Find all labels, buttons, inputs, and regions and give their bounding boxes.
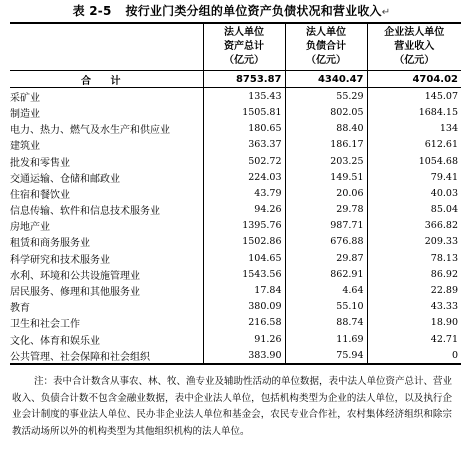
assets-cell: 104.65 — [203, 250, 285, 266]
assets-cell: 363.37 — [203, 137, 285, 153]
industry-cell: 电力、热力、燃气及水生产和供应业 — [10, 125, 170, 137]
revenue-cell: 79.41 — [367, 169, 461, 185]
assets-cell: 135.43 — [203, 88, 285, 105]
revenue-cell: 145.07 — [367, 88, 461, 105]
header-liabilities: 法人单位 负债合计 （亿元） — [285, 23, 367, 71]
liabilities-cell: 203.25 — [285, 153, 367, 169]
assets-cell: 180.65 — [203, 121, 285, 137]
liabilities-cell: 55.29 — [285, 88, 367, 105]
assets-cell: 1502.86 — [203, 234, 285, 250]
table-note: 注：表中合计数含从事农、林、牧、渔专业及辅助性活动的单位数据，表中法人单位资产总计、营业收入、负债合计数不包含金融业数据，表中企业法人单位，包括机构类型为企业的法人单位，以及执行企业会计制度的事业法人单位、民办非企业法人单位和基金会，农民专业合作社，农村集体经济组织和除宗教活动场所以外的机构类型为其他组织机构的法人单位。 — [12, 376, 453, 437]
industry-cell: 文化、体育和娱乐业 — [10, 335, 100, 347]
industry-cell: 公共管理、社会保障和社会组织 — [10, 347, 203, 364]
table-row — [10, 250, 461, 266]
revenue-cell: 78.13 — [367, 250, 461, 266]
liabilities-cell: 20.06 — [285, 185, 367, 201]
liabilities-cell: 186.17 — [285, 137, 367, 153]
table-title-text: 按行业门类分组的单位资产负债状况和营业收入 — [125, 4, 382, 18]
industry-cell: 教育 — [10, 303, 30, 315]
table-row — [10, 315, 461, 331]
revenue-cell: 1054.68 — [367, 153, 461, 169]
assets-cell: 1505.81 — [203, 104, 285, 120]
industry-cell: 信息传输、软件和信息技术服务业 — [10, 206, 160, 218]
revenue-cell: 134 — [367, 121, 461, 137]
revenue-cell: 0 — [367, 347, 461, 364]
table-row — [10, 347, 461, 364]
table-title — [0, 0, 463, 22]
industry-cell: 制造业 — [10, 108, 40, 120]
header-row — [10, 23, 461, 71]
revenue-cell: 42.71 — [367, 331, 461, 347]
industry-cell: 住宿和餐饮业 — [10, 189, 70, 201]
total-revenue: 4704.02 — [367, 71, 461, 88]
total-assets: 8753.87 — [203, 71, 285, 88]
liabilities-cell: 862.91 — [285, 266, 367, 282]
paragraph-mark: ↵ — [381, 7, 391, 18]
header-revenue: 企业法人单位 营业收入 （亿元） — [367, 23, 461, 71]
revenue-cell: 1684.15 — [367, 104, 461, 120]
revenue-cell: 40.03 — [367, 185, 461, 201]
revenue-cell: 22.89 — [367, 282, 461, 298]
liabilities-cell: 676.88 — [285, 234, 367, 250]
table-row — [10, 202, 461, 218]
revenue-cell: 209.33 — [367, 234, 461, 250]
liabilities-cell: 29.87 — [285, 250, 367, 266]
revenue-cell: 86.92 — [367, 266, 461, 282]
assets-cell: 502.72 — [203, 153, 285, 169]
revenue-cell: 18.90 — [367, 315, 461, 331]
revenue-cell: 612.61 — [367, 137, 461, 153]
table-row — [10, 234, 461, 250]
revenue-cell: 366.82 — [367, 218, 461, 234]
revenue-cell: 43.33 — [367, 299, 461, 315]
industry-cell: 居民服务、修理和其他服务业 — [10, 287, 140, 299]
industry-cell: 批发和零售业 — [10, 157, 70, 169]
liabilities-cell: 11.69 — [285, 331, 367, 347]
assets-cell: 380.09 — [203, 299, 285, 315]
assets-cell: 383.90 — [203, 347, 285, 364]
table-row — [10, 299, 461, 315]
asset-liability-table — [10, 22, 461, 365]
industry-cell: 采矿业 — [10, 92, 40, 104]
industry-cell: 水利、环境和公共设施管理业 — [10, 270, 140, 282]
table-row — [10, 282, 461, 298]
assets-cell: 224.03 — [203, 169, 285, 185]
liabilities-cell: 29.78 — [285, 202, 367, 218]
liabilities-cell: 802.05 — [285, 104, 367, 120]
assets-cell: 94.26 — [203, 202, 285, 218]
table-number: 表 2-5 — [72, 4, 112, 18]
assets-cell: 1395.76 — [203, 218, 285, 234]
industry-cell: 建筑业 — [10, 141, 40, 153]
liabilities-cell: 987.71 — [285, 218, 367, 234]
liabilities-cell: 55.10 — [285, 299, 367, 315]
assets-cell: 216.58 — [203, 315, 285, 331]
table-row — [10, 137, 461, 153]
liabilities-cell: 4.64 — [285, 282, 367, 298]
liabilities-cell: 88.74 — [285, 315, 367, 331]
header-assets: 法人单位 资产总计 （亿元） — [203, 23, 285, 71]
total-liabilities: 4340.47 — [285, 71, 367, 88]
liabilities-cell: 149.51 — [285, 169, 367, 185]
assets-cell: 91.26 — [203, 331, 285, 347]
table-row — [10, 331, 461, 347]
industry-cell: 租赁和商务服务业 — [10, 238, 90, 250]
table-row — [10, 266, 461, 282]
table-row — [10, 218, 461, 234]
table-row — [10, 121, 461, 137]
industry-cell: 卫生和社会工作 — [10, 319, 80, 331]
assets-cell: 1543.56 — [203, 266, 285, 282]
total-row — [10, 71, 461, 88]
table-row — [10, 185, 461, 201]
assets-cell: 17.84 — [203, 282, 285, 298]
table-row — [10, 153, 461, 169]
liabilities-cell: 75.94 — [285, 347, 367, 364]
industry-cell: 交通运输、仓储和邮政业 — [10, 173, 120, 185]
table-row — [10, 169, 461, 185]
total-label: 合 计 — [10, 71, 203, 88]
assets-cell: 43.79 — [203, 185, 285, 201]
revenue-cell: 85.04 — [367, 202, 461, 218]
industry-cell: 科学研究和技术服务业 — [10, 254, 110, 266]
liabilities-cell: 88.40 — [285, 121, 367, 137]
industry-cell: 房地产业 — [10, 222, 50, 234]
header-industry — [10, 23, 203, 71]
table-row — [10, 104, 461, 120]
table-row — [10, 88, 461, 105]
